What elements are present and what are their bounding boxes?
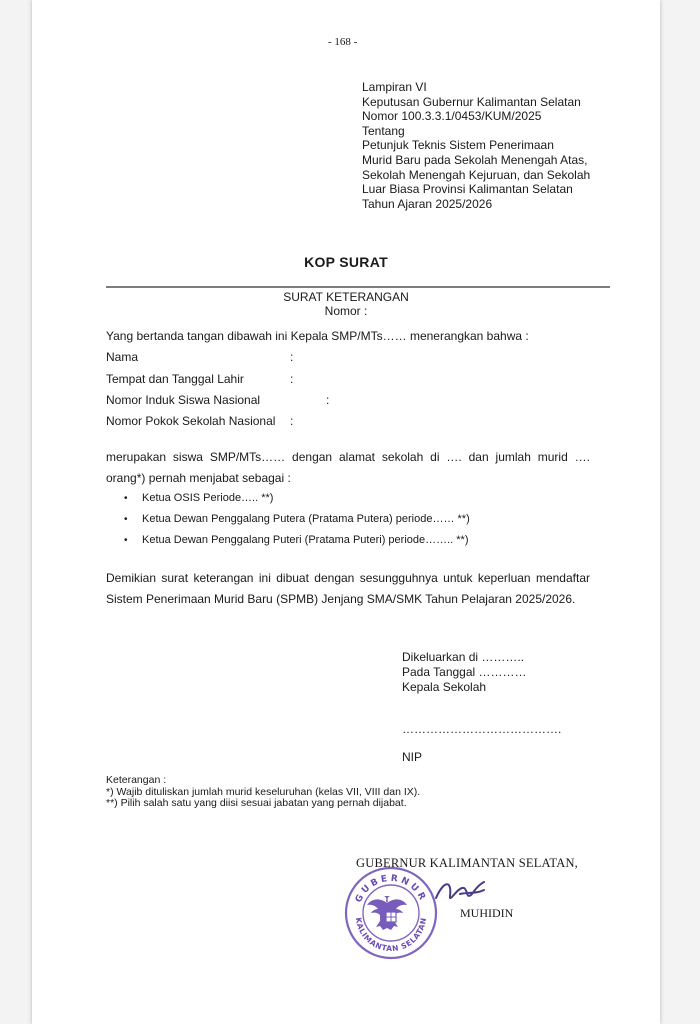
field-colon: : [326,393,330,407]
lampiran-line: Luar Biasa Provinsi Kalimantan Selatan [362,182,573,197]
official-stamp-seal [344,866,438,960]
tanggal-line: Pada Tanggal ………… [402,665,527,679]
bullet-dot: • [124,493,128,504]
lampiran-line: Petunjuk Teknis Sistem Penerimaan [362,138,554,153]
notes-block [106,775,420,810]
paragraph-closing: Demikian surat keterangan ini dibuat dengan sesungguhnya untuk keperluan mendaftar Sistem Penerimaan Murid Baru (SPMB) Jenjang SMA/SMK Tahun Pelajaran 2025/2026. [106,571,590,606]
lampiran-line: Lampiran VI [362,80,427,94]
list-item: Ketua Dewan Penggalang Putera (Pratama Putera) periode…… **) [142,513,470,525]
note-item: **) Pilih salah satu yang diisi sesuai jabatan yang pernah dijabat. [106,797,407,809]
surat-title: SURAT KETERANGAN [283,290,409,304]
surat-nomor: Nomor : [324,304,368,318]
lampiran-line: Tahun Ajaran 2025/2026 [362,196,493,211]
lampiran-line: Murid Baru pada Sekolah Menengah Atas, [362,152,588,167]
document-page [32,0,660,1024]
kop-surat-heading: KOP SURAT [304,254,388,270]
stamp-top-text: GUBERNUR [353,873,429,905]
bullet-dot: • [124,514,128,525]
lampiran-line: Nomor 100.3.3.1/0453/KUM/2025 [362,109,542,124]
lampiran-line: Sekolah Menengah Kejuruan, dan Sekolah [362,167,591,182]
governor-name: MUHIDIN [460,906,514,920]
signature-dots: …………………………………. [402,722,562,736]
dikeluarkan-line: Dikeluarkan di ……….. [402,650,525,664]
field-label-ttl: Tempat dan Tanggal Lahir [106,372,244,386]
field-colon: : [290,350,294,364]
jabatan-line: Kepala Sekolah [402,680,487,694]
field-colon: : [290,414,294,428]
nip-line: NIP [402,750,423,764]
bullet-dot: • [124,535,128,546]
field-label-npsn: Nomor Pokok Sekolah Nasional [106,414,276,428]
note-item: *) Wajib dituliskan jumlah murid keseluruhan (kelas VII, VIII dan IX). [106,785,421,798]
governor-title: GUBERNUR KALIMANTAN SELATAN, [356,856,578,870]
svg-text:GUBERNUR [354,874,428,905]
letterhead-divider [106,286,610,288]
field-label-nisn: Nomor Induk Siswa Nasional [106,393,261,407]
list-item: Ketua OSIS Periode….. **) [142,492,274,504]
paragraph-siswa: merupakan siswa SMP/MTs…… dengan alamat sekolah di …. dan jumlah murid …. orang*) pernah menjabat sebagai : [106,450,590,485]
list-item: Ketua Dewan Penggalang Puteri (Pratama Puteri) periode…….. **) [142,534,469,546]
page-number: - 168 - [328,36,358,48]
garuda-emblem [367,896,407,930]
stamp-bottom-text: KALIMANTAN SELATAN [353,916,429,954]
lampiran-block [362,80,590,211]
intro-text: Yang bertanda tangan dibawah ini Kepala SMP/MTs…… menerangkan bahwa : [106,329,529,343]
lampiran-line: Tentang [362,123,405,138]
field-colon: : [290,372,294,386]
notes-heading: Keterangan : [106,774,167,786]
field-label-nama: Nama [106,350,139,364]
lampiran-line: Keputusan Gubernur Kalimantan Selatan [362,94,581,109]
signature-scribble [430,874,488,910]
